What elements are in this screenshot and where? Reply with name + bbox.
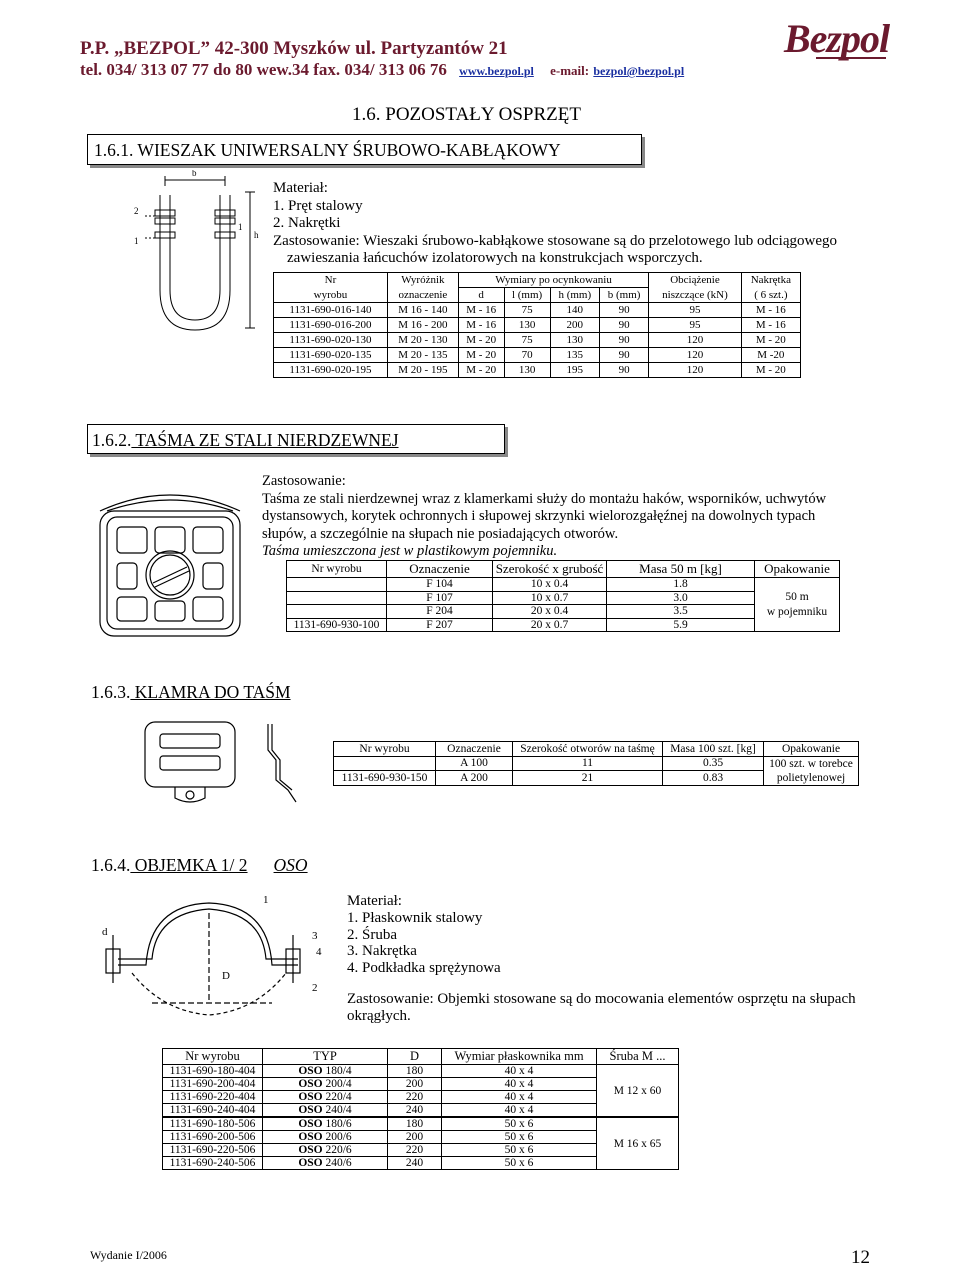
cell: 200 (388, 1131, 442, 1144)
th: Szerokość x grubość (493, 561, 607, 578)
typ-bold: OSO (298, 1131, 323, 1143)
cell: 90 (599, 363, 648, 378)
cell: 1131-690-180-404 (163, 1065, 263, 1078)
cell: M - 20 (458, 348, 504, 363)
label-2: 2 (312, 982, 318, 994)
s2-table (286, 560, 840, 632)
cell: 1.8 (607, 578, 755, 592)
cell: 1131-690-180-506 (163, 1117, 263, 1131)
cell: 3.5 (607, 605, 755, 619)
header-contact-line (80, 60, 684, 80)
tape-clip-drawing (95, 483, 245, 638)
cell: 130 (504, 318, 550, 333)
cell: 90 (599, 318, 648, 333)
th-l: l (mm) (504, 288, 550, 303)
cell: 1131-690-930-150 (334, 771, 436, 786)
cell: A 100 (436, 756, 513, 771)
th-d: d (458, 288, 504, 303)
cell-typ (263, 1091, 388, 1104)
cell: 135 (550, 348, 599, 363)
s4-title-num: 1.6.4. (91, 855, 131, 875)
label-1: 1 (134, 236, 139, 246)
s4-m1: 1. Płaskownik stalowy (347, 909, 483, 926)
cell: M - 20 (458, 333, 504, 348)
s2-title-num: 1.6.2. (92, 430, 132, 450)
label-1: 1 (263, 894, 269, 906)
s1-table (273, 272, 801, 378)
s4-usage (347, 991, 877, 1008)
cell: 220 (388, 1144, 442, 1157)
cell: 40 x 4 (442, 1091, 597, 1104)
cell: 40 x 4 (442, 1065, 597, 1078)
header-company-line: P.P. „BEZPOL” 42-300 Myszków ul. Partyzantów 21 (80, 38, 508, 59)
cell: 21 (513, 771, 663, 786)
label-2: 2 (134, 206, 139, 216)
s2-usage-label: Zastosowanie: (262, 473, 346, 489)
typ-bold: OSO (298, 1065, 323, 1077)
cell: 240 (388, 1157, 442, 1170)
s4-usage-text2: okrągłych. (347, 1007, 411, 1024)
cell-typ (263, 1131, 388, 1144)
s4-title-text: OBJEMKA 1/ 2 (130, 855, 248, 875)
cell: 75 (504, 333, 550, 348)
label-h: h (254, 230, 259, 240)
cell: polietylenowej (764, 771, 859, 786)
cell: 40 x 4 (442, 1078, 597, 1091)
s3-title (91, 682, 291, 703)
cell: 1131-690-220-506 (163, 1144, 263, 1157)
cell: 95 (649, 318, 741, 333)
cell: 200 (388, 1078, 442, 1091)
cell (287, 578, 387, 592)
cell: 130 (550, 333, 599, 348)
cell-typ (263, 1157, 388, 1170)
label-d: d (102, 926, 108, 938)
cell: 0.83 (663, 771, 764, 786)
table-row (274, 348, 801, 363)
company-logo (780, 12, 890, 62)
th: Masa 100 szt. [kg] (663, 742, 764, 757)
s4-description (347, 893, 877, 1025)
cell: M -20 (741, 348, 800, 363)
clamp-side-drawing (262, 720, 302, 805)
cell: M - 16 (458, 303, 504, 318)
typ-bold: OSO (298, 1078, 323, 1090)
cell-typ (263, 1117, 388, 1131)
th-nr: Nr (274, 273, 388, 288)
s1-usage-text1: Wieszaki śrubowo-kabłąkowe stosowane są do przelotowego lub odciągowego (359, 232, 837, 249)
cell: 10 x 0.7 (493, 591, 607, 605)
cell: 1131-690-200-404 (163, 1078, 263, 1091)
cell: 90 (599, 348, 648, 363)
cell: 11 (513, 756, 663, 771)
s2-p3: słupów, a szczególnie na słupach nie posiadających otworów. (262, 525, 619, 542)
table-row (334, 771, 859, 786)
typ-num: 200/6 (325, 1131, 352, 1143)
s1-material-1: 1. Pręt stalowy (273, 197, 363, 214)
cell: 1131-690-016-200 (274, 318, 388, 333)
cell: 1131-690-220-404 (163, 1091, 263, 1104)
cell: M 16 - 200 (387, 318, 458, 333)
cell: 120 (649, 348, 741, 363)
table-row (274, 363, 801, 378)
cell: F 107 (387, 591, 493, 605)
th: Nr wyrobu (287, 561, 387, 578)
s4-m2: 2. Śruba (347, 926, 397, 943)
s3-table (333, 741, 859, 786)
cell: 200 (550, 318, 599, 333)
cell: M - 20 (458, 363, 504, 378)
cell: M - 20 (741, 363, 800, 378)
cell (334, 756, 436, 771)
cell: M - 16 (458, 318, 504, 333)
email-label: e-mail: (550, 63, 590, 78)
s3-title-text: KLAMRA DO TAŚM (130, 682, 291, 702)
s1-description (273, 180, 853, 268)
table-row (334, 756, 859, 771)
th: D (388, 1049, 442, 1065)
typ-num: 240/4 (325, 1104, 352, 1116)
s4-title (91, 855, 308, 876)
cell (287, 591, 387, 605)
th-b: b (mm) (599, 288, 648, 303)
s4-usage-label: Zastosowanie: (347, 990, 434, 1007)
typ-bold: OSO (298, 1104, 323, 1116)
cell: 0.35 (663, 756, 764, 771)
th-niszczace: niszczące (kN) (649, 288, 741, 303)
cell: 120 (649, 363, 741, 378)
s1-material-2: 2. Nakrętki (273, 215, 341, 231)
cell: M - 20 (741, 333, 800, 348)
th: Szerokość otworów na taśmę (513, 742, 663, 757)
s4-title-oso: OSO (273, 855, 308, 875)
cell: M - 16 (741, 318, 800, 333)
cell: 130 (504, 363, 550, 378)
typ-num: 220/4 (325, 1091, 352, 1103)
cell-typ (263, 1144, 388, 1157)
cell: 220 (388, 1091, 442, 1104)
cell: 90 (599, 303, 648, 318)
cell: 5.9 (607, 618, 755, 632)
th-nakretka: Nakrętka (741, 273, 800, 288)
cell: 50 x 6 (442, 1117, 597, 1131)
s4-usage-text1: Objemki stosowane są do mocowania elementów osprzętu na słupach (433, 990, 856, 1007)
th: Śruba M ... (597, 1049, 679, 1065)
typ-bold: OSO (298, 1091, 323, 1103)
th: Nr wyrobu (334, 742, 436, 757)
th: Oznaczenie (436, 742, 513, 757)
cell: 90 (599, 333, 648, 348)
cell: 50 x 6 (442, 1131, 597, 1144)
th-h: h (mm) (550, 288, 599, 303)
s2-p2: dystansowych, korytek ochronnych i słupowej skrzynki wielorozgałęźnej na dowolnych typach (262, 508, 816, 524)
s2-title-box (87, 424, 505, 454)
table-row (287, 578, 840, 592)
th-wyroznik: Wyróżnik (387, 273, 458, 288)
cell: 1131-690-930-100 (287, 618, 387, 632)
cell: 20 x 0.7 (493, 618, 607, 632)
s1-usage-text2: zawieszania łańcuchów izolatorowych na konstrukcjach wsporczych. (287, 250, 703, 266)
cell: A 200 (436, 771, 513, 786)
cell: 20 x 0.4 (493, 605, 607, 619)
typ-num: 180/6 (325, 1118, 352, 1130)
cell: 1131-690-016-140 (274, 303, 388, 318)
s2-p4: Taśma umieszczona jest w plastikowym pojemniku. (262, 543, 558, 559)
s2-title (92, 430, 399, 451)
s2-p1: Taśma ze stali nierdzewnej wraz z klamerkami służy do montażu haków, wsporników, uchwytów (262, 490, 827, 507)
cell: 120 (649, 333, 741, 348)
typ-num: 220/6 (325, 1144, 352, 1156)
cell: 10 x 0.4 (493, 578, 607, 592)
cell: 1131-690-020-195 (274, 363, 388, 378)
header-phone-fax: tel. 034/ 313 07 77 do 80 wew.34 fax. 034/ 313 06 76 (80, 60, 447, 79)
th-oznaczenie: oznaczenie (387, 288, 458, 303)
cell: M 20 - 135 (387, 348, 458, 363)
cell: 95 (649, 303, 741, 318)
cell-screw: M 16 x 65 (597, 1117, 679, 1170)
cell: M 20 - 130 (387, 333, 458, 348)
table-row (163, 1117, 679, 1131)
cell: 1131-690-020-130 (274, 333, 388, 348)
cell: 1131-690-020-135 (274, 348, 388, 363)
label-1r: 1 (238, 222, 243, 232)
label-3: 3 (312, 930, 318, 942)
typ-bold: OSO (298, 1144, 323, 1156)
cell: M 20 - 195 (387, 363, 458, 378)
cell: F 104 (387, 578, 493, 592)
cell: M 16 - 140 (387, 303, 458, 318)
th: Oznaczenie (387, 561, 493, 578)
logo-text: Bezpol (784, 16, 890, 61)
cell: 180 (388, 1065, 442, 1078)
s2-description (262, 473, 852, 561)
th-szt: ( 6 szt.) (741, 288, 800, 303)
cell: 50 x 6 (442, 1157, 597, 1170)
th: Masa 50 m [kg] (607, 561, 755, 578)
email-link[interactable]: bezpol@bezpol.pl (593, 64, 685, 78)
typ-num: 200/4 (325, 1078, 352, 1090)
hanger-drawing (120, 170, 270, 340)
page-number: 12 (851, 1247, 870, 1267)
table-row (274, 318, 801, 333)
cell: M - 16 (741, 303, 800, 318)
clamp-front-drawing (140, 720, 240, 805)
oso-clamp-drawing (92, 893, 332, 1023)
cell-screw: M 12 x 60 (597, 1065, 679, 1118)
cell: 3.0 (607, 591, 755, 605)
s1-usage (273, 233, 853, 251)
cell-typ (263, 1104, 388, 1118)
cell: 1131-690-240-404 (163, 1104, 263, 1118)
cell: 70 (504, 348, 550, 363)
website-link[interactable]: www.bezpol.pl (459, 64, 534, 78)
s4-material-label: Materiał: (347, 893, 402, 909)
cell (287, 605, 387, 619)
s2-title-text: TAŚMA ZE STALI NIERDZEWNEJ (131, 430, 399, 450)
footer-edition: Wydanie I/2006 (90, 1248, 167, 1262)
cell: 1131-690-240-506 (163, 1157, 263, 1170)
th: Opakowanie (755, 561, 840, 578)
s1-usage-label: Zastosowanie: (273, 232, 360, 249)
cell-typ (263, 1065, 388, 1078)
pack-line1: 50 m (785, 590, 809, 603)
th: TYP (263, 1049, 388, 1065)
label-b: b (192, 170, 197, 178)
typ-num: 240/6 (325, 1157, 352, 1169)
cell: 75 (504, 303, 550, 318)
cell: 50 x 6 (442, 1144, 597, 1157)
s1-title: 1.6.1. WIESZAK UNIWERSALNY ŚRUBOWO-KABŁĄKOWY (94, 140, 561, 160)
cell-typ (263, 1078, 388, 1091)
th: Opakowanie (764, 742, 859, 757)
cell: 180 (388, 1117, 442, 1131)
cell: 1131-690-200-506 (163, 1131, 263, 1144)
typ-bold: OSO (298, 1118, 323, 1130)
cell: 240 (388, 1104, 442, 1118)
s4-table (162, 1048, 679, 1170)
cell: F 207 (387, 618, 493, 632)
th-wymiary: Wymiary po ocynkowaniu (458, 273, 648, 288)
section-title: 1.6. POZOSTAŁY OSPRZĘT (352, 104, 581, 125)
th-obciazenie: Obciążenie (649, 273, 741, 288)
cell: 40 x 4 (442, 1104, 597, 1118)
typ-bold: OSO (298, 1157, 323, 1169)
s3-title-num: 1.6.3. (91, 682, 131, 702)
typ-num: 180/4 (325, 1065, 352, 1077)
cell: F 204 (387, 605, 493, 619)
table-row (274, 303, 801, 318)
pack-line2: w pojemniku (766, 605, 828, 618)
th: Nr wyrobu (163, 1049, 263, 1065)
s4-m4: 4. Podkładka sprężynowa (347, 960, 501, 977)
cell: 195 (550, 363, 599, 378)
s1-material-label: Materiał: (273, 180, 328, 196)
s4-m3: 3. Nakrętka (347, 943, 417, 960)
table-row (163, 1065, 679, 1078)
packaging-cell (755, 578, 840, 632)
label-D: D (222, 970, 230, 982)
table-row (274, 333, 801, 348)
th: Wymiar płaskownika mm (442, 1049, 597, 1065)
cell: 100 szt. w torebce (764, 756, 859, 771)
cell: 140 (550, 303, 599, 318)
s1-title-box (87, 134, 642, 165)
label-4: 4 (316, 946, 322, 958)
th-wyrobu: wyrobu (274, 288, 388, 303)
